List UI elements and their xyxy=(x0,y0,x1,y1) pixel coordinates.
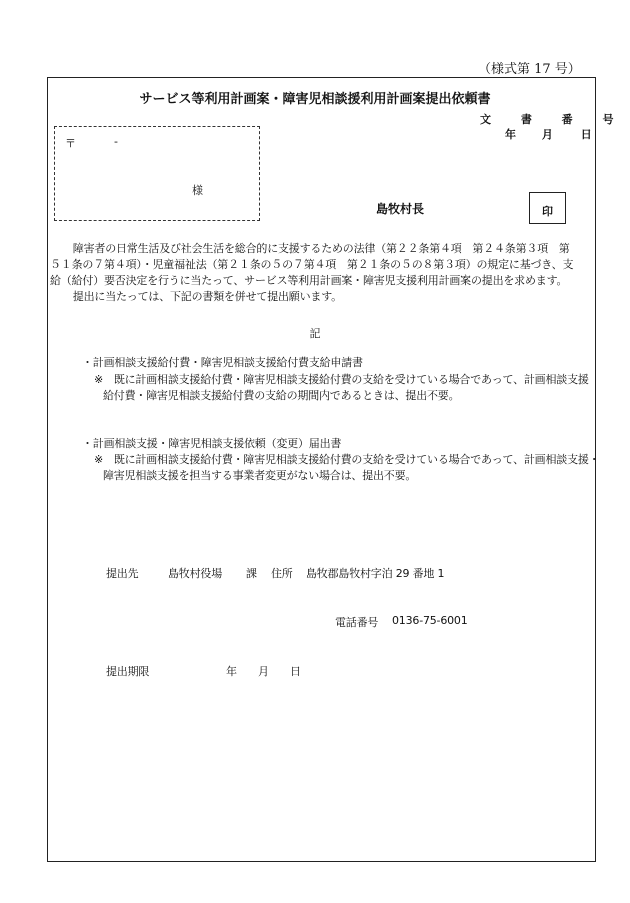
form-number: （様式第 17 号） xyxy=(478,62,581,77)
body-line-4: 提出に当たっては、下記の書類を併せて提出願います。 xyxy=(62,290,342,303)
body-line-1: 障害者の日常生活及び社会生活を総合的に支援するための法律（第２２条第４項 第２４条第３項 第 xyxy=(62,242,570,255)
issue-date xyxy=(505,126,592,142)
recipient-address-box xyxy=(54,126,260,221)
submission-address-label: 住所 xyxy=(271,567,293,580)
document-title: サービス等利用計画案・障害児相談援利用計画案提出依頼書 xyxy=(139,92,491,107)
item-2-note-line-1: ※ 既に計画相談支援給付費・障害児相談支援給付費の支給を受けている場合であって、計画相談支援・ xyxy=(94,453,600,466)
deadline-label: 提出期限 xyxy=(106,665,150,678)
seal-box xyxy=(529,192,566,224)
submission-section: 課 xyxy=(246,567,257,580)
deadline-month: 月 xyxy=(258,665,269,678)
deadline-year: 年 xyxy=(226,665,237,678)
postal-mark: 〒 xyxy=(65,137,76,150)
item-1-title: ・計画相談支援給付費・障害児相談支援給付費支給申請書 xyxy=(82,356,363,369)
phone-number: 0136-75-6001 xyxy=(392,614,468,627)
date-year: 年 xyxy=(505,128,516,141)
item-2-note-line-2: 障害児相談支援を担当する事業者変更がない場合は、提出不要。 xyxy=(103,469,417,482)
body-line-2: ５１条の７第４項）・児童福祉法（第２１条の５の７第４項 第２１条の５の８第３項）の規定に基づき、支 xyxy=(50,258,574,271)
item-1-note-line-2: 給付費・障害児相談支援給付費の支給の期間内であるときは、提出不要。 xyxy=(103,389,460,402)
item-2-title: ・計画相談支援・障害児相談支援依頼（変更）届出書 xyxy=(82,437,342,450)
date-month: 月 xyxy=(541,128,553,141)
document-number-label: 文 書 番 号 xyxy=(480,113,627,126)
item-1-note-line-1: ※ 既に計画相談支援給付費・障害児相談支援給付費の支給を受けている場合であって、計画相談支援 xyxy=(94,373,589,386)
phone-label: 電話番号 xyxy=(335,616,379,629)
date-day: 日 xyxy=(580,128,592,141)
deadline-day: 日 xyxy=(290,665,301,678)
postal-dash: - xyxy=(114,135,118,148)
body-line-3: 給（給付）要否決定を行うに当たって、サービス等利用計画案・障害児支援利用計画案の提出を求めます。 xyxy=(50,274,568,287)
seal-label: 印 xyxy=(542,205,553,218)
issuer-name: 島牧村長 xyxy=(376,202,425,216)
recipient-honorific: 様 xyxy=(192,184,203,197)
ki-heading: 記 xyxy=(309,327,321,340)
submission-label: 提出先 xyxy=(106,567,139,580)
submission-address: 島牧郡島牧村字泊 29 番地 1 xyxy=(306,567,445,580)
submission-office: 島牧村役場 xyxy=(168,567,222,580)
